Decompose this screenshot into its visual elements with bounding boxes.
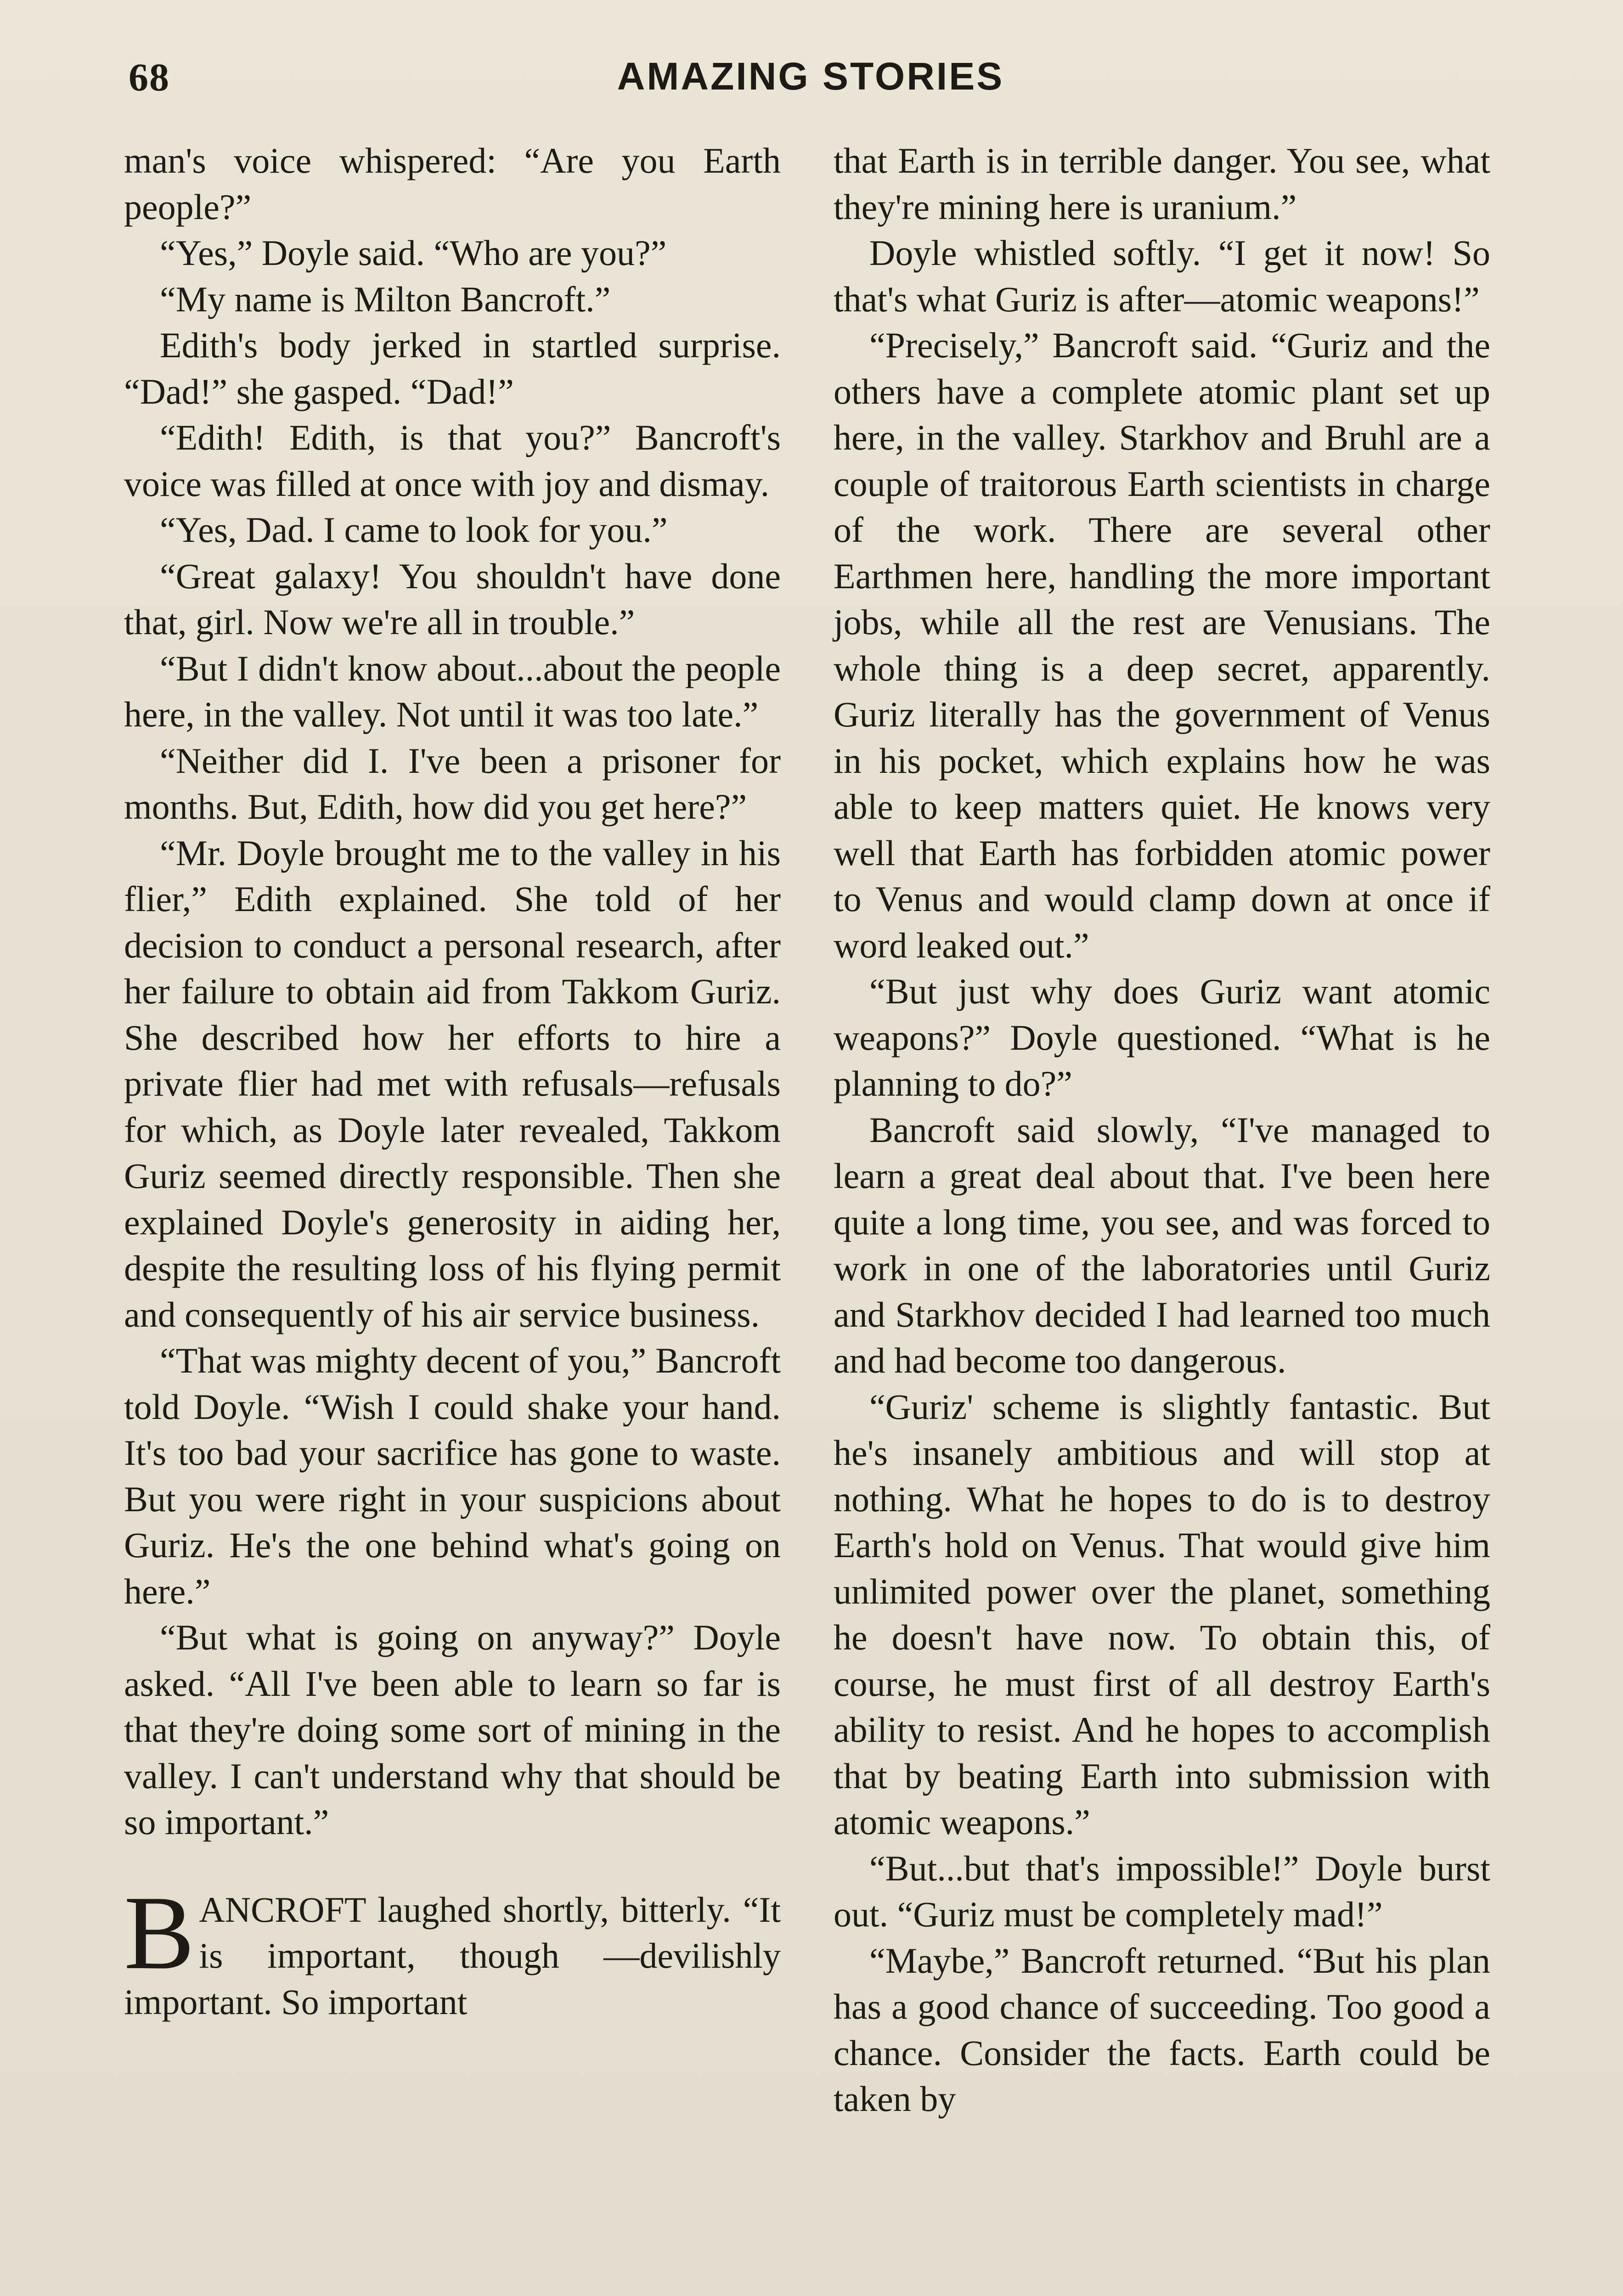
paragraph: “Neither did I. I've been a prisoner for months. But, Edith, how did you get here?” [124, 740, 781, 827]
dropcap-paragraph-text: ANCROFT laughed shortly, bitterly. “It is important, though —devilishly important. So important [124, 1889, 781, 2022]
running-head: AMAZING STORIES [617, 55, 1004, 98]
paragraph: that Earth is in terrible danger. You see, what they're mining here is uranium.” [834, 141, 1490, 227]
paragraph: “But...but that's impossible!” Doyle burst out. “Guriz must be completely mad!” [834, 1848, 1490, 1934]
paragraph: “But what is going on anyway?” Doyle asked. “All I've been able to learn so far is that they're doing some sort of mining in the valley. I can't understand why that should be so important.” [124, 1617, 781, 1842]
paragraph: Bancroft said slowly, “I've managed to learn a great deal about that. I've been here quite a long time, you see, and was forced to work in one of the laboratories until Guriz and Starkhov decided I had learned too much and had become too dangerous. [834, 1109, 1490, 1380]
page-header [129, 46, 1493, 106]
paragraph: Edith's body jerked in startled surprise. “Dad!” she gasped. “Dad!” [124, 325, 781, 411]
dropcap-paragraph [124, 1874, 781, 2026]
paragraph: “But I didn't know about...about the people here, in the valley. Not until it was too late.” [124, 648, 781, 734]
left-column [124, 138, 781, 2025]
paragraph: “But just why does Guriz want atomic weapons?” Doyle questioned. “What is he planning to do?” [834, 971, 1490, 1103]
paragraph: “Guriz' scheme is slightly fantastic. But he's insanely ambitious and will stop at nothing. What he hopes to do is to destroy Earth's hold on Venus. That would give him unlimited power over the planet, something he doesn't have now. To obtain this, of course, he must first of all destroy Earth's ability to resist. And he hopes to accomplish that by beating Earth into submission with atomic weapons.” [834, 1386, 1490, 1842]
drop-cap-letter: B [124, 1874, 195, 1991]
paragraph: “That was mighty decent of you,” Bancroft told Doyle. “Wish I could shake your hand. It's too bad your sacrifice has gone to waste. But you were right in your suspicions about Guriz. He's the one behind what's going on here.” [124, 1340, 781, 1611]
paragraph: “My name is Milton Bancroft.” [160, 279, 611, 319]
paragraph: “Edith! Edith, is that you?” Bancroft's voice was filled at once with joy and dismay. [124, 417, 781, 504]
paragraph: “Yes, Dad. I came to look for you.” [160, 510, 668, 550]
paragraph: “Mr. Doyle brought me to the valley in his flier,” Edith explained. She told of her decision to conduct a personal research, after her failure to obtain aid from Takkom Guriz. She described how her efforts to hire a private flier had met with refusals—refusals for which, as Doyle later revealed, Takkom Guriz seemed directly responsible. Then she explained Doyle's generosity in aiding her, despite the resulting loss of his flying permit and consequently of his air service business. [124, 833, 781, 1334]
paragraph: “Yes,” Doyle said. “Who are you?” [160, 233, 667, 273]
paragraph: “Maybe,” Bancroft returned. “But his plan has a good chance of succeeding. Too good a chance. Consider the facts. Earth could be taken by [834, 1940, 1490, 2119]
right-column [834, 138, 1490, 2122]
page-number: 68 [129, 55, 170, 99]
paragraph: Doyle whistled softly. “I get it now! So that's what Guriz is after—atomic weapons!” [834, 233, 1490, 319]
paragraph: man's voice whispered: “Are you Earth people?” [124, 141, 781, 227]
paragraph: “Precisely,” Bancroft said. “Guriz and the others have a complete atomic plant set up here, in the valley. Starkhov and Bruhl are a couple of traitorous Earth scientists in charge of the work. There are several other Earthmen here, handling the more important jobs, while all the rest are Venusians. The whole thing is a deep secret, apparently. Guriz literally has the government of Venus in his pocket, which explains how he was able to keep matters quiet. He knows very well that Earth has forbidden atomic power to Venus and would clamp down at once if word leaked out.” [834, 325, 1490, 965]
paragraph: “Great galaxy! You shouldn't have done that, girl. Now we're all in trouble.” [124, 556, 781, 642]
